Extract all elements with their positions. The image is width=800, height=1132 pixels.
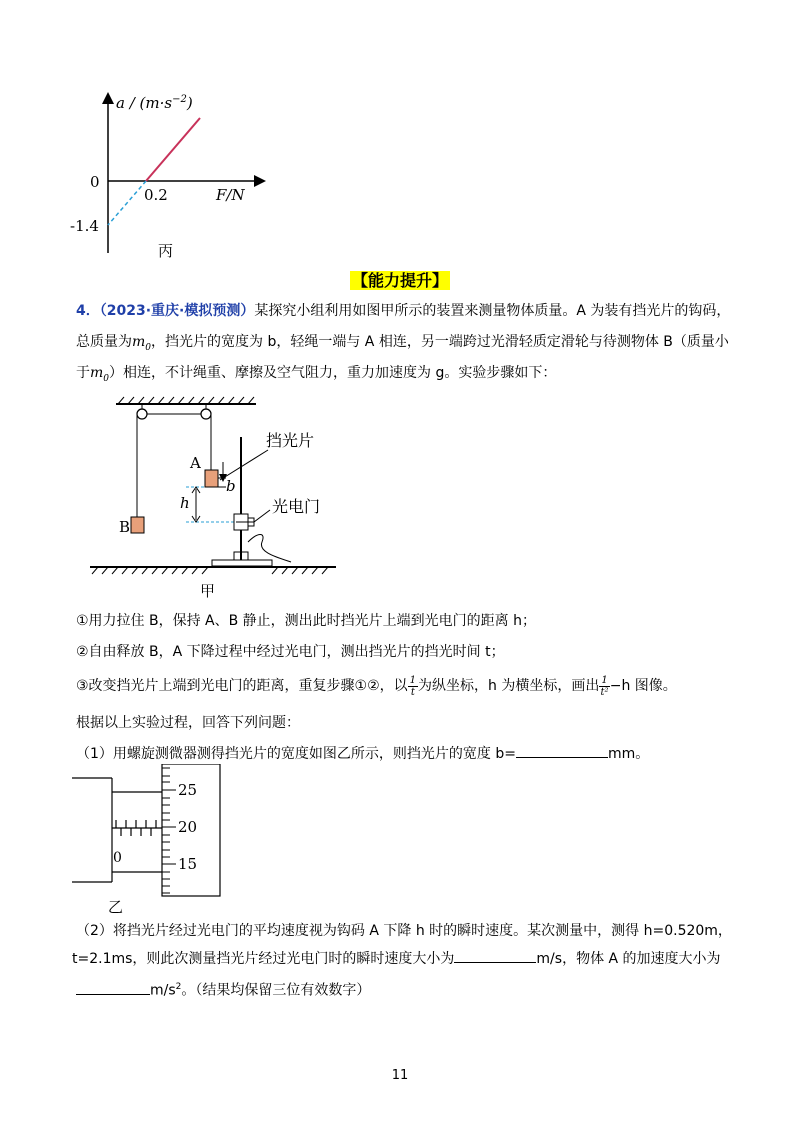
origin-label: 0 (90, 173, 100, 191)
data-line-solid (146, 118, 200, 181)
question-2-line-1: （2）将挡光片经过光电门的平均速度视为钩码 A 下降 h 时的瞬时速度。某次测量中，测得 h=0.520m， (76, 923, 732, 939)
micrometer-figure (70, 764, 250, 914)
fraction-1-over-t: $\frac{1}{t}$ (409, 674, 417, 698)
label-a-block: A (190, 454, 201, 472)
m0-symbol: $m_0$ (132, 334, 152, 353)
block-b (131, 517, 144, 533)
label-h: h (180, 494, 190, 512)
problem-line-2: 总质量为$m_0$，挡光片的宽度为 b，轻绳一端与 A 相连，另一端跨过光滑轻质定滑轮与待测物体 B（质量小 (76, 334, 729, 353)
y-axis-label: $a / (m\cdot s^{-2})$ (116, 94, 193, 112)
fraction-1-over-t2: $\frac{1}{\text{t²}}$ (600, 674, 609, 698)
m0-symbol-2: $m_0$ (90, 365, 110, 384)
graph-bing (60, 88, 300, 268)
x-intercept-label: 0.2 (144, 186, 168, 204)
figure-jia (86, 392, 426, 604)
micrometer-label-20: 20 (178, 818, 198, 836)
x-axis-label: F/N (216, 186, 245, 204)
question-2-line-2: t=2.1ms，则此次测量挡光片经过光电门时的瞬时速度大小为 m/s，物体 A 的加速度大小为 (72, 948, 721, 969)
label-b-width: b (226, 477, 236, 495)
label-b-block: B (119, 518, 131, 536)
step-3: ③改变挡光片上端到光电门的距离，重复步骤①②，以 $\frac{1}{t}$ 为纵坐标，h 为横坐标，画出 $\frac{1}{\text{t²}}$ −h 图像。 (76, 674, 677, 698)
answer-blank-velocity[interactable] (454, 948, 536, 963)
figure-caption-jia: 甲 (200, 582, 216, 600)
block-a (205, 470, 218, 487)
answer-blank-b[interactable] (516, 743, 608, 758)
label-shutter: 挡光片 (266, 431, 315, 450)
problem-number: 4． (76, 303, 100, 319)
section-title: 【能力提升】 (351, 271, 448, 290)
label-gate: 光电门 (272, 497, 321, 516)
question-2-line-3: $m/s^2$。（结果均保留三位有效数字） (76, 977, 370, 1001)
y-intercept-label: -1.4 (70, 217, 99, 235)
micrometer-label-25: 25 (178, 781, 198, 799)
problem-line-1: 4．（2023·重庆·模拟预测）某探究小组利用如图甲所示的装置来测量物体质量。A 为装有挡光片的钩码， (76, 303, 731, 319)
micrometer-caption: 乙 (108, 898, 124, 914)
micrometer-zero: 0 (113, 850, 122, 866)
step-1: ①用力拉住 B，保持 A、B 静止，测出此时挡光片上端到光电门的距离 h； (76, 613, 537, 629)
answer-blank-acceleration[interactable] (76, 980, 150, 995)
question-1: （1）用螺旋测微器测得挡光片的宽度如图乙所示，则挡光片的宽度 b= mm。 (76, 743, 649, 764)
floor (90, 567, 336, 574)
step-2: ②自由释放 B，A 下降过程中经过光电门，测出挡光片的挡光时间 t； (76, 644, 505, 660)
page-number: 11 (391, 1068, 409, 1083)
questions-intro: 根据以上实验过程，回答下列问题： (76, 715, 300, 731)
problem-line-3: 于$m_0$）相连，不计绳重、摩擦及空气阻力，重力加速度为 g。实验步骤如下： (76, 365, 557, 384)
ceiling (116, 397, 256, 404)
data-line-extension (108, 181, 146, 225)
micrometer-label-15: 15 (178, 855, 198, 873)
graph-caption: 丙 (158, 242, 174, 260)
problem-source: （2023·重庆·模拟预测） (99, 303, 255, 319)
